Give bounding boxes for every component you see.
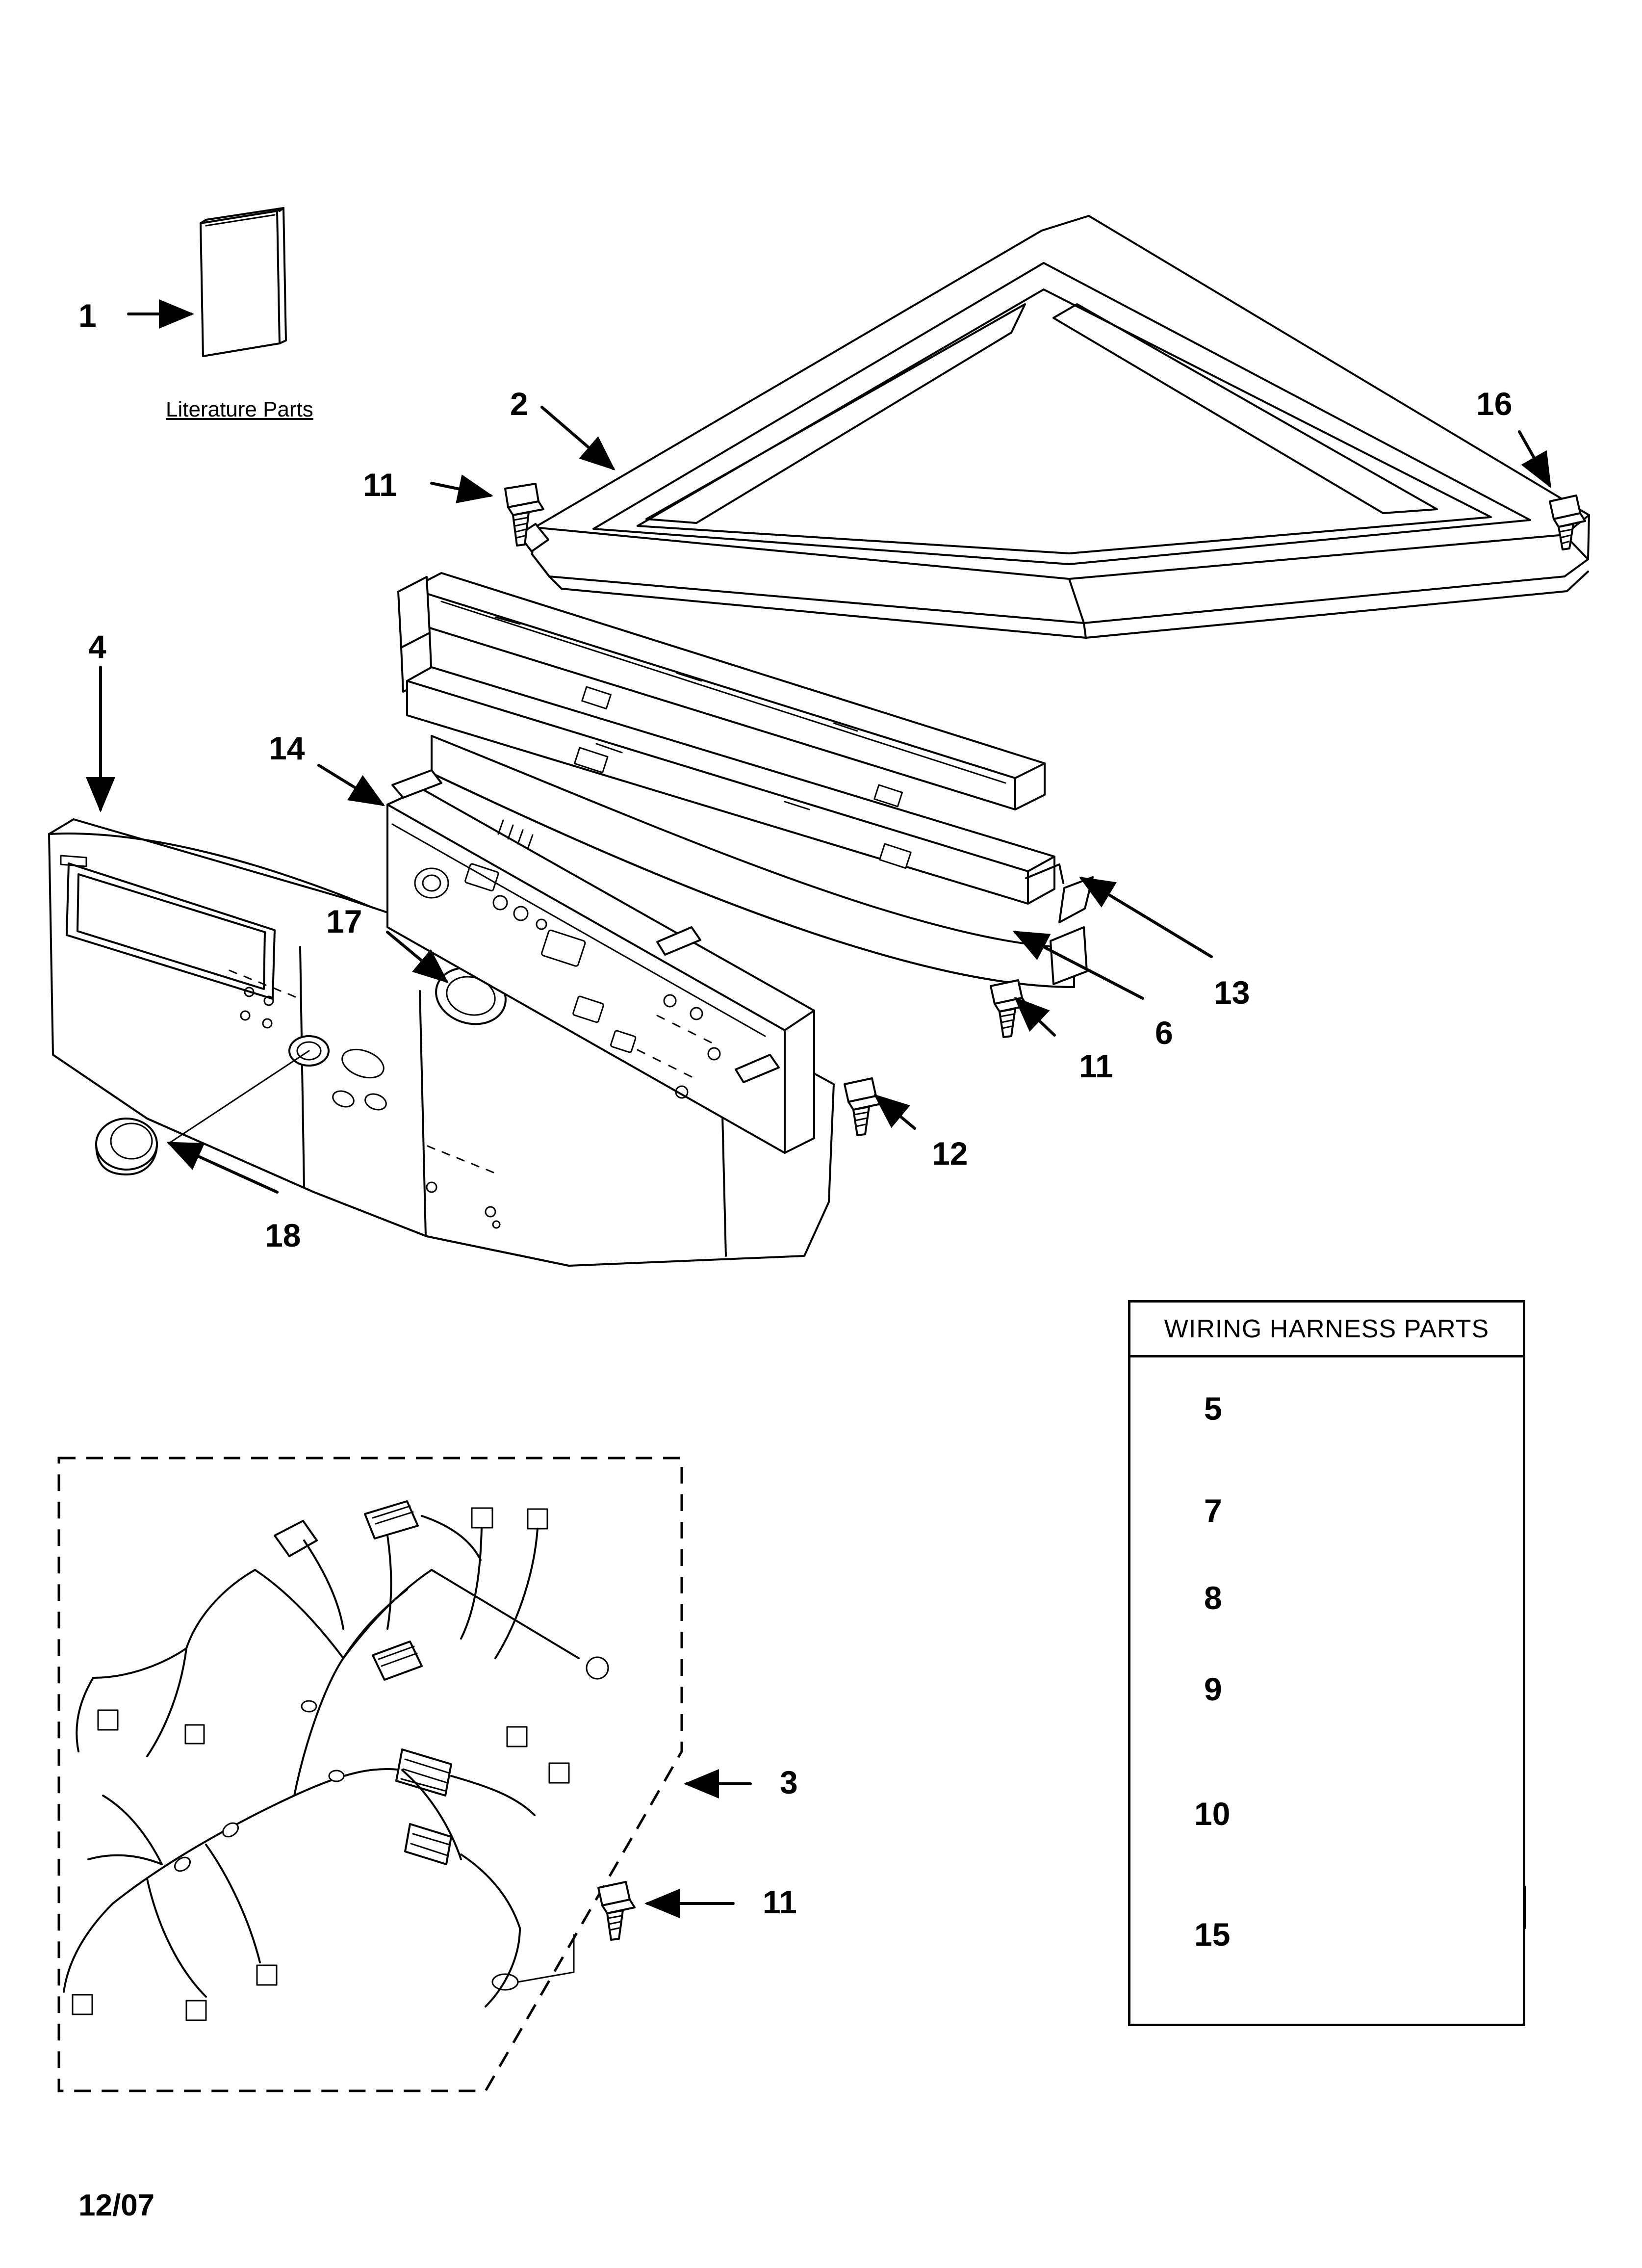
top-panel-art [519,216,1589,638]
callout-11-harness: 11 [763,1884,797,1920]
callout-8: 8 [1204,1580,1222,1616]
callout-13: 13 [1214,974,1250,1011]
callout-3: 3 [780,1764,798,1800]
callout-10: 10 [1194,1796,1231,1832]
callout-4: 4 [88,628,106,665]
callout-11-top: 11 [363,467,397,503]
date-stamp: 12/07 [78,2189,155,2222]
screw-12-art [845,1078,881,1135]
wire-harness-art [59,1458,682,2091]
callout-1: 1 [78,297,97,334]
callout-18: 18 [265,1217,301,1253]
callout-9: 9 [1204,1671,1222,1707]
callout-2: 2 [510,386,528,422]
callout-6: 6 [1155,1015,1173,1051]
callout-17: 17 [326,903,362,939]
screw-11-harness-art [598,1882,635,1940]
screw-11-mid-art [991,980,1027,1037]
wiring-harness-parts-title [1130,1303,1523,1357]
callout-5: 5 [1204,1390,1222,1427]
cap-18-art [96,1119,157,1174]
callout-11-mid: 11 [1079,1048,1113,1084]
callout-12: 12 [932,1135,968,1172]
literature-booklet-art [201,208,286,356]
callout-7: 7 [1204,1492,1222,1529]
wiring-harness-parts-panel [1128,1300,1525,2026]
callout-16: 16 [1476,386,1513,422]
literature-parts-label: Literature Parts [166,397,313,421]
callout-14: 14 [269,730,305,766]
wiring-harness-parts-title-text: WIRING HARNESS PARTS [1164,1314,1489,1343]
callout-15: 15 [1194,1916,1231,1953]
